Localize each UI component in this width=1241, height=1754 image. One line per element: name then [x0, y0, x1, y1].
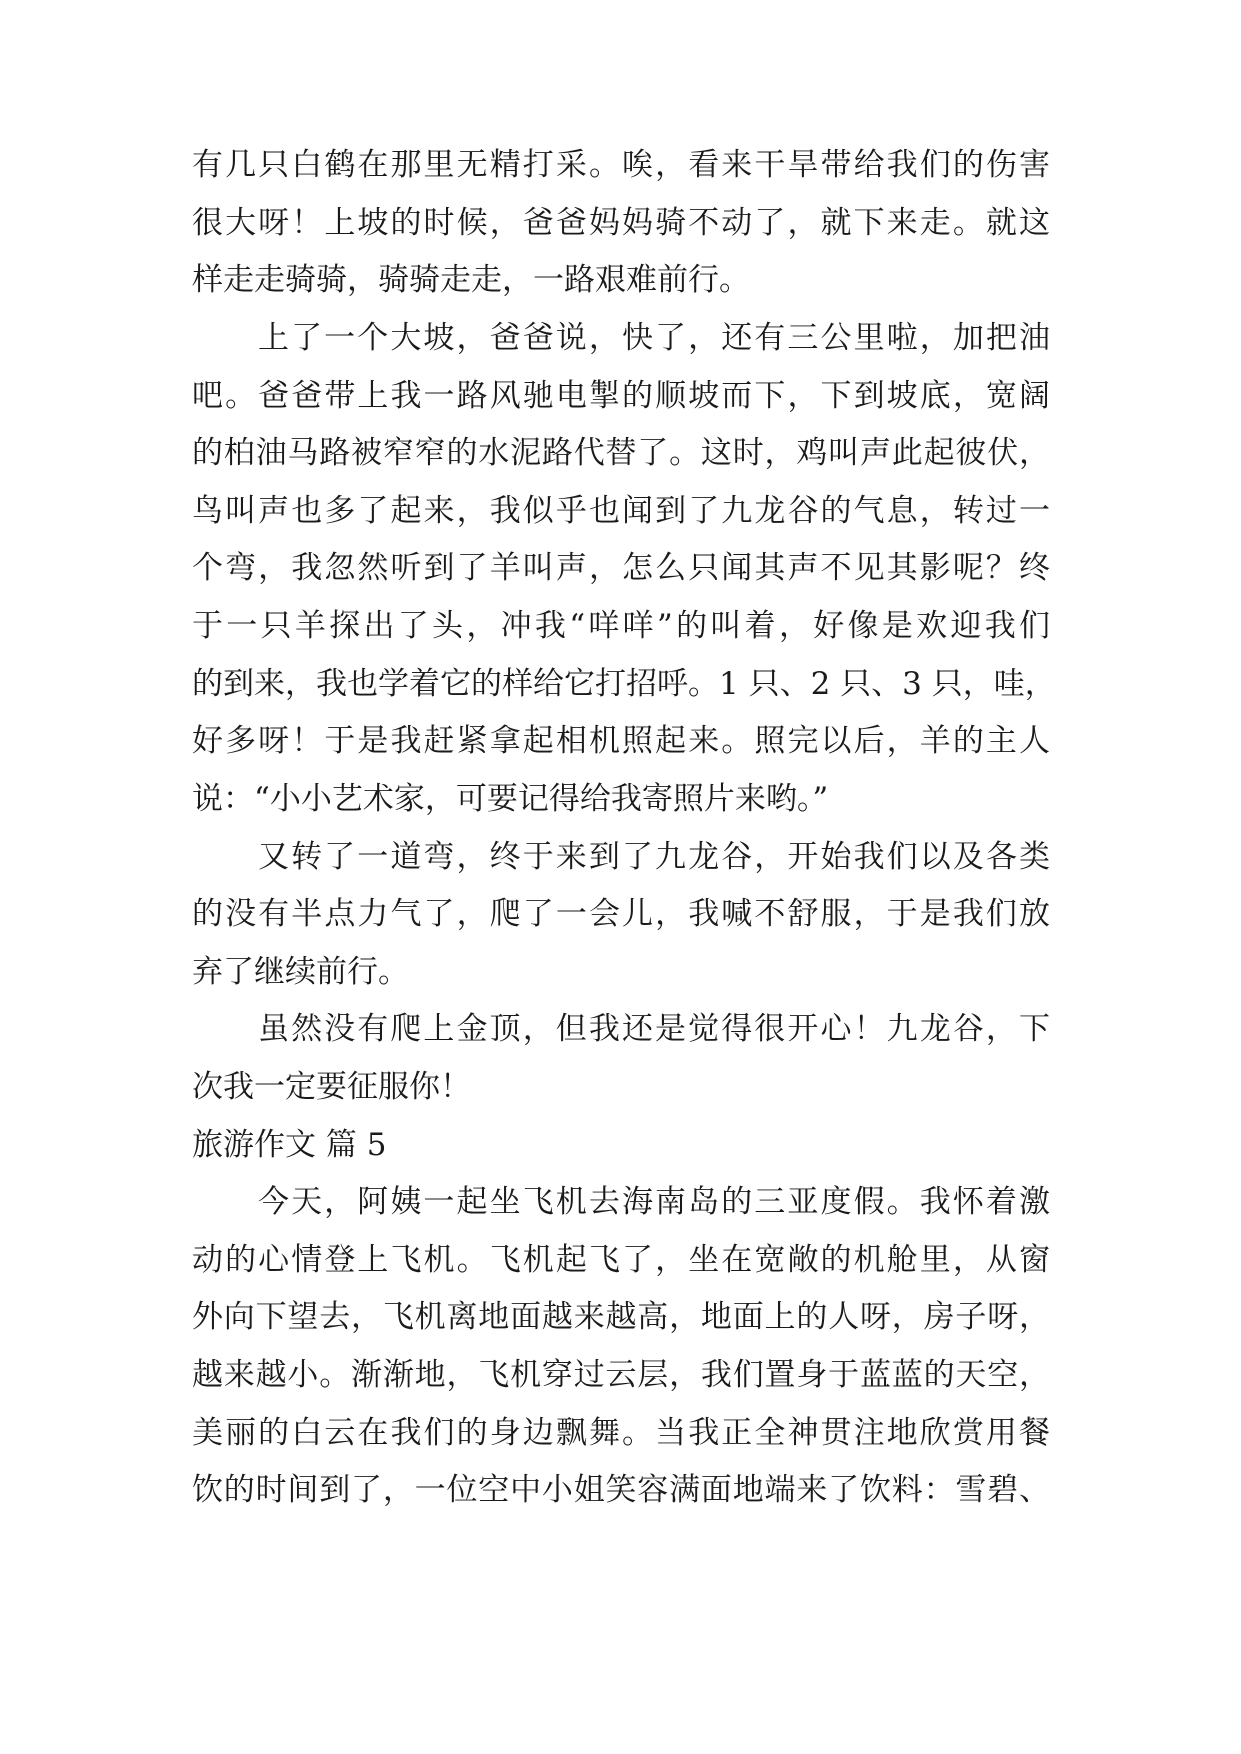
text-line: 越来越小。渐渐地，飞机穿过云层，我们置身于蓝蓝的天空， [192, 1357, 1050, 1393]
text-line: 说：“小小艺术家，可要记得给我寄照片来哟。” [192, 781, 829, 817]
paragraph-first-line: 又转了一道弯，终于来到了九龙谷，开始我们以及各类 [258, 839, 1050, 875]
text-line: 好多呀！于是我赶紧拿起相机照起来。照完以后，羊的主人 [192, 723, 1050, 759]
text-line: 外向下望去，飞机离地面越来越高，地面上的人呀，房子呀， [192, 1299, 1050, 1335]
text-line: 动的心情登上飞机。飞机起飞了，坐在宽敞的机舱里，从窗 [192, 1242, 1050, 1278]
text-line: 饮的时间到了，一位空中小姐笑容满面地端来了饮料：雪碧、 [192, 1472, 1050, 1508]
paragraph-first-line: 虽然没有爬上金顶，但我还是觉得很开心！九龙谷，下 [258, 1011, 1050, 1047]
text-line: 吧。爸爸带上我一路风驰电掣的顺坡而下，下到坡底，宽阔 [192, 378, 1050, 414]
text-line: 很大呀！上坡的时候，爸爸妈妈骑不动了，就下来走。就这 [192, 205, 1050, 241]
text-line: 美丽的白云在我们的身边飘舞。当我正全神贯注地欣赏用餐 [192, 1415, 1050, 1451]
text-line: 弃了继续前行。 [192, 954, 409, 990]
text-line: 的没有半点力气了，爬了一会儿，我喊不舒服，于是我们放 [192, 896, 1050, 932]
text-line: 样走走骑骑，骑骑走走，一路艰难前行。 [192, 262, 750, 298]
text-line: 的到来，我也学着它的样给它打招呼。1 只、2 只、3 只，哇， [192, 666, 1056, 702]
text-line: 个弯，我忽然听到了羊叫声，怎么只闻其声不见其影呢？终 [192, 550, 1050, 586]
text-line: 有几只白鹤在那里无精打采。唉，看来干旱带给我们的伤害 [192, 147, 1050, 183]
paragraph-first-line: 上了一个大坡，爸爸说，快了，还有三公里啦，加把油 [258, 320, 1050, 356]
section-heading: 旅游作文 篇 5 [192, 1127, 387, 1163]
text-line: 的柏油马路被窄窄的水泥路代替了。这时，鸡叫声此起彼伏， [192, 435, 1050, 471]
text-line: 鸟叫声也多了起来，我似乎也闻到了九龙谷的气息，转过一 [192, 493, 1050, 529]
text-line: 于一只羊探出了头，冲我“咩咩”的叫着，好像是欢迎我们 [192, 608, 1050, 644]
paragraph-first-line: 今天，阿姨一起坐飞机去海南岛的三亚度假。我怀着激 [258, 1184, 1050, 1220]
text-line: 次我一定要征服你！ [192, 1069, 471, 1105]
